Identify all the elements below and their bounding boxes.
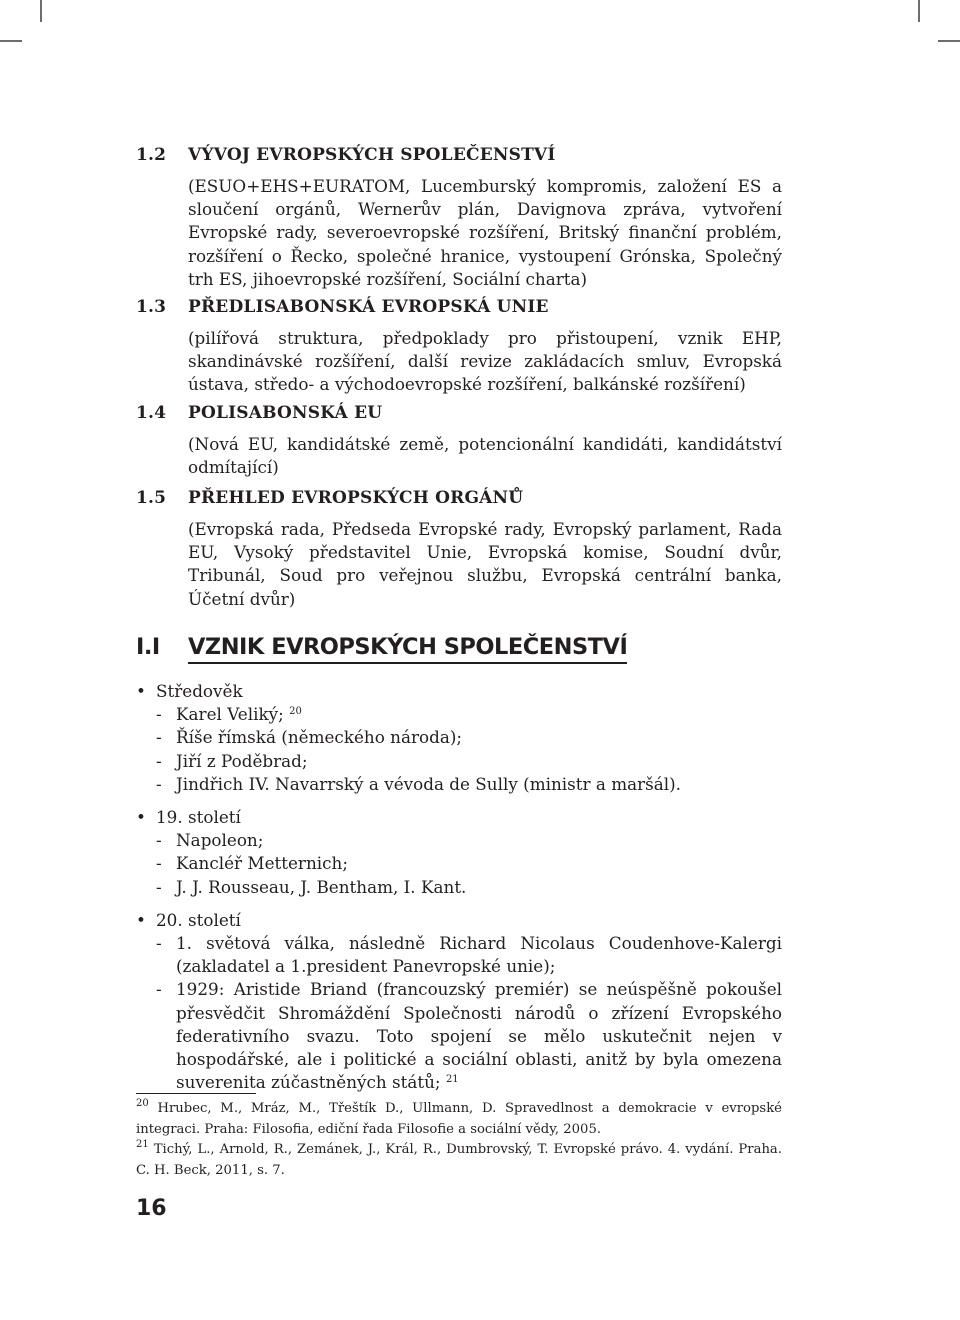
chapter-heading: [136, 634, 782, 664]
footnote: $^{21}$ Tichý, L., Arnold, R., Zemánek, J., Král, R., Dumbrovský, T. Evropské právo. 4. vydání. Praha. C. H. Beck, 2011, s. 7.: [136, 1139, 782, 1178]
section-1-2: [136, 143, 782, 291]
crop-mark-top-right: [918, 0, 920, 22]
footnote: $^{20}$ Hrubec, M., Mráz, M., Třeštík D., Ullmann, D. Spravedlnost a demokracie v evropské integraci. Praha: Filosofia, ediční řada Filosofie a sociální vědy, 2005.: [136, 1098, 782, 1137]
list-item: - J. J. Rousseau, J. Bentham, I. Kant.: [156, 876, 467, 897]
section-title: VÝVOJ EVROPSKÝCH SPOLEČENSTVÍ: [188, 145, 556, 165]
chapter-number: I.I: [136, 634, 160, 660]
list-item: - Jiří z Poděbrad;: [156, 750, 308, 771]
section-number: 1.2: [136, 145, 167, 165]
footnote-ref: 21: [445, 1074, 459, 1086]
list-item: - Napoleon;: [156, 830, 264, 851]
section-summary: (ESUO+EHS+EURATOM, Lucemburský kompromis, založení ES a sloučení orgánů, Wernerův plán, Davignova zpráva, vytvoření Evropské rady, severoevropské rozšíření, Britský finanční problém, rozšíření o Řecko, společné hranice, vystoupení Grónska, Společný trh ES, jihoevropské rozšíření, Sociální charta): [188, 176, 782, 289]
bullet-label: 20. století: [156, 909, 241, 930]
bullet-group-middle-ages: [136, 680, 782, 796]
chapter-title: VZNIK EVROPSKÝCH SPOLEČENSTVÍ: [188, 634, 627, 664]
bullet-group-20th-century: [136, 909, 782, 1095]
section-title: PŘEHLED EVROPSKÝCH ORGÁNŮ: [188, 488, 524, 508]
section-number: 1.5: [136, 488, 167, 508]
list-item: - Kancléř Metternich;: [156, 853, 348, 874]
list-item: - Jindřich IV. Navarrský a vévoda de Sully (ministr a maršál).: [156, 773, 682, 794]
page-number: 16: [136, 1196, 167, 1221]
list-item: - Karel Veliký; $^{20}$: [156, 704, 302, 725]
section-summary: (Nová EU, kandidátské země, potencionální kandidáti, kandidátství odmítající): [188, 434, 782, 478]
section-summary: (pilířová struktura, předpoklady pro přistoupení, vznik EHP, skandinávské rozšíření, další revize zakládacích smluv, Evropská ústava, středo- a východoevropské rozšíření, balkánské rozšíření): [188, 328, 782, 395]
bullet-icon: •: [136, 807, 146, 828]
section-1-4: [136, 401, 782, 479]
bullet-label: 19. století: [156, 807, 241, 828]
crop-mark-top-left-horizontal: [0, 40, 22, 42]
list-item: - Říše římská (německého národa);: [156, 727, 463, 748]
footnote-number: 21: [136, 1139, 149, 1150]
section-summary: (Evropská rada, Předseda Evropské rady, Evropský parlament, Rada EU, Vysoký představitel Unie, Evropská komise, Soudní dvůr, Tribunál, Soud pro veřejnou službu, Evropská centrální banka, Účetní dvůr): [188, 519, 782, 609]
bullet-list: [136, 680, 782, 1104]
footnotes: [136, 1099, 782, 1181]
footnote-ref: 20: [289, 706, 302, 718]
section-number: 1.3: [136, 297, 167, 317]
bullet-label: Středověk: [156, 681, 243, 701]
bullet-group-19th-century: [136, 806, 782, 899]
footnote-number: 20: [136, 1098, 149, 1109]
list-item: - 1929: Aristide Briand (francouzský premiér) se neúspěšně pokoušel přesvědčit Shromáždění Společnosti národů o zřízení Evropského federativního svazu. Toto spojení se mělo uskutečnit nejen v hospodářské, ale i politické a sociální oblasti, anitž by byla omezena suverenita zúčastněných států; $^{21}$: [156, 979, 782, 1093]
section-1-3: [136, 295, 782, 397]
footnote-divider: [136, 1093, 256, 1094]
section-title: POLISABONSKÁ EU: [188, 403, 383, 423]
section-title: PŘEDLISABONSKÁ EVROPSKÁ UNIE: [188, 297, 549, 317]
crop-mark-top-left: [40, 0, 42, 22]
crop-mark-top-right-horizontal: [938, 40, 960, 42]
list-item: - 1. světová válka, následně Richard Nicolaus Coudenhove-Kalergi (zakladatel a 1.president Panevropské unie);: [156, 933, 782, 977]
section-number: 1.4: [136, 403, 167, 423]
bullet-icon: •: [136, 681, 146, 701]
bullet-icon: •: [136, 909, 146, 930]
section-1-5: [136, 486, 782, 611]
